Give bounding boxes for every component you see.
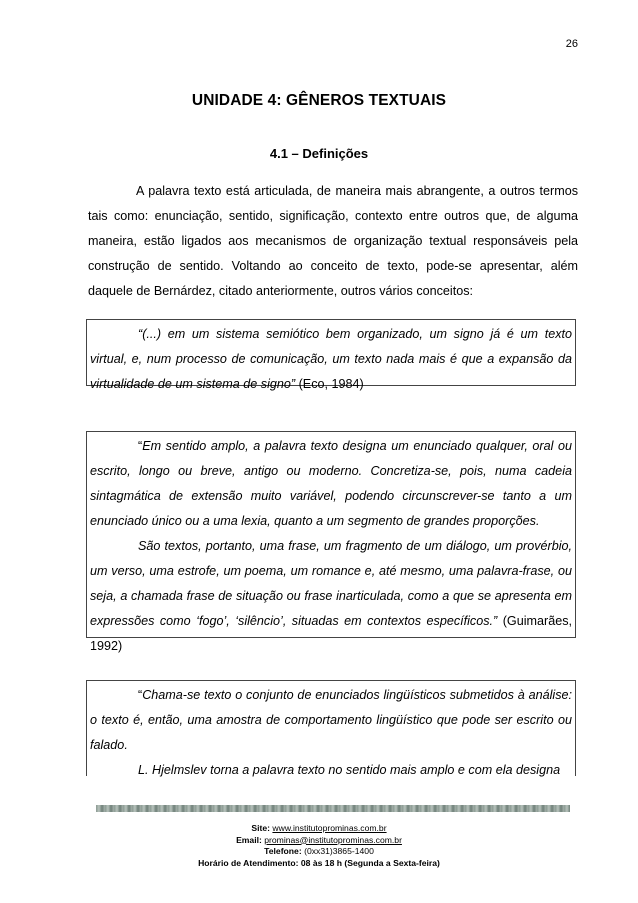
quote-box-guimaraes <box>86 431 576 653</box>
footer-divider-bar <box>96 805 570 812</box>
quote-hjelmslev-open-mark: “ <box>138 688 143 702</box>
quote-box-eco <box>86 319 576 391</box>
footer-site-line <box>0 823 638 835</box>
page-number: 26 <box>565 38 578 50</box>
footer-hours: Horário de Atendimento: 08 às 18 h (Segunda a Sexta-feira) <box>198 857 440 868</box>
footer-email-label: Email: <box>236 834 262 845</box>
quote-guimaraes-citation: (Guimarães, 1992) <box>90 614 572 653</box>
quote-eco-citation: (Eco, 1984) <box>295 377 364 391</box>
quote-guimaraes-p2: São textos, portanto, uma frase, um fragmento de um diálogo, um provérbio, um verso, uma estrofe, um poema, um romance e, até mesmo, uma palavra-frase, ou seja, a chamada frase de situação ou frase inarticulada, como a que se apresenta em expressões como ‘fogo’, ‘silêncio’, situadas em contextos específicos.” <box>90 539 572 628</box>
footer-site-label: Site: <box>251 823 271 833</box>
quote-eco-text: “(...) em um sistema semiótico bem organizado, um signo já é um texto virtual, e, num processo de comunicação, um texto nada mais é que a expansão da virtualidade de um sistema de signo” <box>90 327 572 391</box>
intro-text: A palavra texto está articulada, de maneira mais abrangente, a outros termos tais como: enunciação, sentido, significação, contexto entre outros que, de alguma maneira, estão ligados aos mecanismos de organização textual responsáveis pela construção de sentido. Voltando ao conceito de texto, pode-se apresentar, além daquele de Bernárdez, citado anteriormente, outros vários conceitos: <box>88 184 578 298</box>
footer-phone-label: Telefone: <box>264 846 302 856</box>
section-title: 4.1 – Definições <box>269 146 369 161</box>
quote-guimaraes-p1: Em sentido amplo, a palavra texto designa um enunciado qualquer, oral ou escrito, longo ou breve, antigo ou moderno. Concretiza-se, pois, numa cadeia sintagmática de extensão muito variável, podendo circunscrever-se tanto a um enunciado único ou a uma lexia, quanto a um segmento de grandes proporções. <box>90 439 572 528</box>
footer-phone-value: (0xx31)3865-1400 <box>304 846 374 856</box>
quote-guimaraes-open-mark: “ <box>138 439 143 453</box>
footer-site-link[interactable]: www.institutoprominas.com.br <box>272 823 387 833</box>
intro-paragraph <box>88 179 578 304</box>
footer-email-line <box>0 835 638 847</box>
quote-hjelmslev-p1: Chama-se texto o conjunto de enunciados lingüísticos submetidos à análise: o texto é, então, uma amostra de comportamento lingüístico que pode ser escrito ou falado. <box>90 688 572 752</box>
footer-email-link[interactable]: prominas@institutoprominas.com.br <box>264 834 402 845</box>
footer-phone-line <box>0 846 638 858</box>
unit-title: UNIDADE 4: GÊNEROS TEXTUAIS <box>191 92 447 109</box>
quote-hjelmslev-p2: L. Hjelmslev torna a palavra texto no sentido mais amplo e com ela designa <box>138 763 561 777</box>
quote-box-hjelmslev <box>86 680 576 776</box>
footer <box>0 823 638 869</box>
